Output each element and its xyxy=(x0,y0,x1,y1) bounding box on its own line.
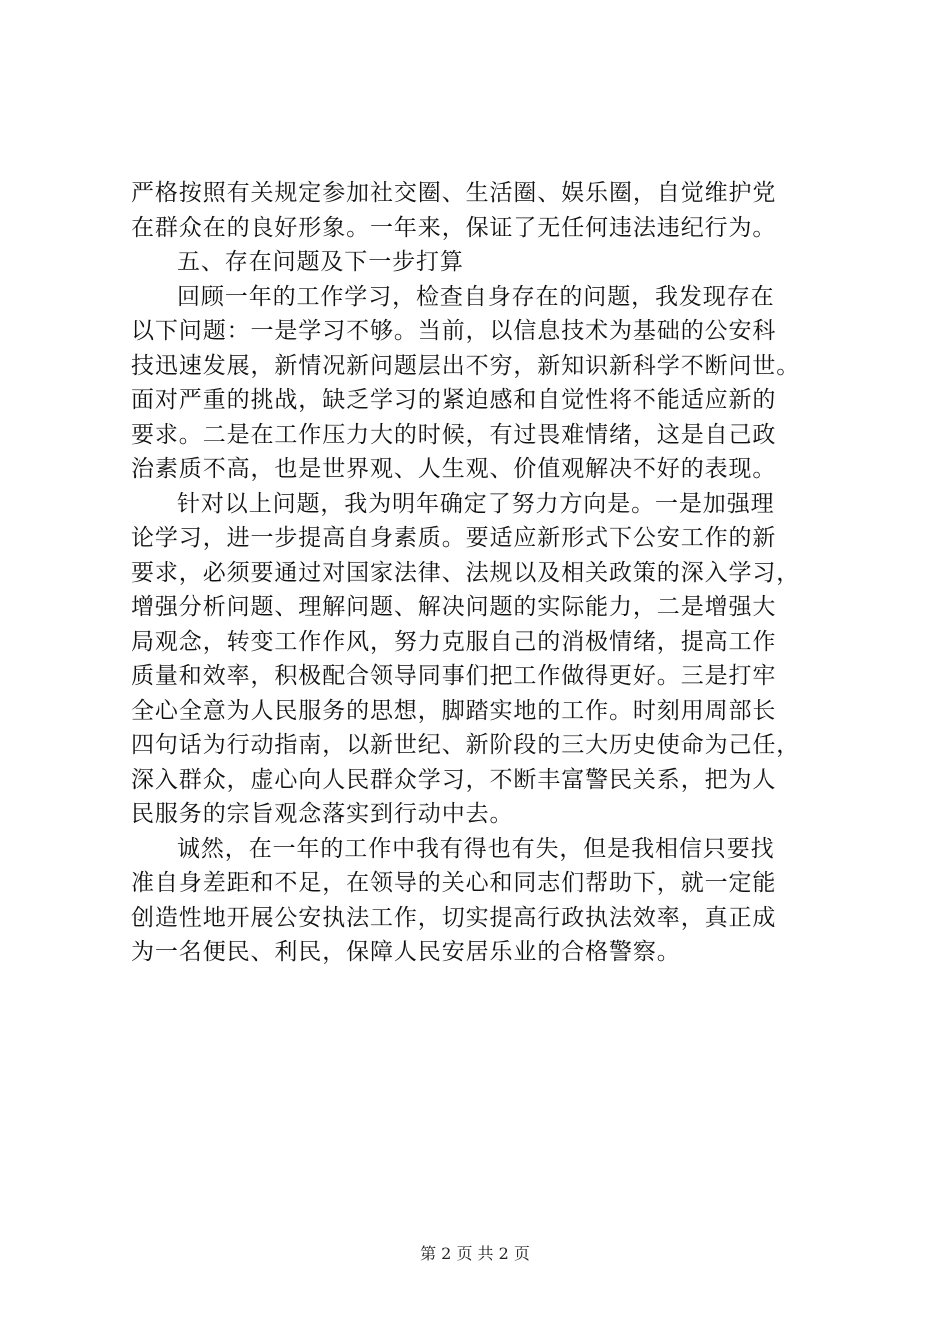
page-footer xyxy=(0,1244,950,1264)
text-line: 论学习，进一步提高自身素质。要适应新形式下公安工作的新 xyxy=(131,525,777,551)
text-line: 增强分析问题、理解问题、解决问题的实际能力，二是增强大 xyxy=(131,594,777,620)
text-line: 深入群众，虚心向人民群众学习，不断丰富警民关系，把为人 xyxy=(131,766,777,793)
text-line: 要求。二是在工作压力大的时候，有过畏难情绪，这是自己政 xyxy=(131,421,777,448)
text-line: 在群众在的良好形象。一年来，保证了无任何违法违纪行为。 xyxy=(131,214,777,241)
text-line: 诚然，在一年的工作中我有得也有失，但是我相信只要找 xyxy=(177,835,775,862)
text-line: 局观念，转变工作作风，努力克服自己的消极情绪，提高工作 xyxy=(131,628,777,655)
text-line: 针对以上问题，我为明年确定了努力方向是。一是加强理 xyxy=(177,490,775,517)
text-line: 以下问题：一是学习不够。当前，以信息技术为基础的公安科 xyxy=(131,318,777,344)
text-line: 面对严重的挑战，缺乏学习的紧迫感和自觉性将不能适应新的 xyxy=(131,387,777,413)
text-line: 全心全意为人民服务的思想，脚踏实地的工作。时刻用周部长 xyxy=(131,697,777,724)
text-line: 创造性地开展公安执法工作，切实提高行政执法效率，真正成 xyxy=(131,904,777,931)
page-number: 第 2 页 共 2 页 xyxy=(420,1244,530,1263)
text-line: 技迅速发展，新情况新问题层出不穷，新知识新科学不断问世。 xyxy=(131,352,801,379)
text-line: 严格按照有关规定参加社交圈、生活圈、娱乐圈，自觉维护党 xyxy=(131,180,777,206)
text-line: 要求，必须要通过对国家法律、法规以及相关政策的深入学习， xyxy=(131,559,801,586)
text-line: 质量和效率，积极配合领导同事们把工作做得更好。三是打牢 xyxy=(131,663,777,689)
text-line: 准自身差距和不足，在领导的关心和同志们帮助下，就一定能 xyxy=(131,870,777,896)
text-line: 为一名便民、利民，保障人民安居乐业的合格警察。 xyxy=(131,939,681,965)
text-line: 回顾一年的工作学习，检查自身存在的问题，我发现存在 xyxy=(177,283,775,310)
text-line: 治素质不高，也是世界观、人生观、价值观解决不好的表现。 xyxy=(131,456,777,482)
document-body xyxy=(131,176,851,970)
section-heading: 五、存在问题及下一步打算 xyxy=(177,249,464,275)
text-line: 四句话为行动指南，以新世纪、新阶段的三大历史使命为己任， xyxy=(131,732,801,758)
text-line: 民服务的宗旨观念落实到行动中去。 xyxy=(131,801,514,827)
